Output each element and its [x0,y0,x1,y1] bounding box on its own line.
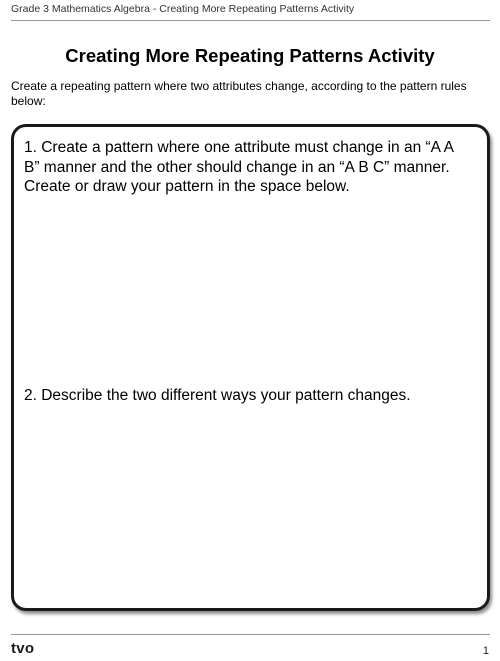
header-divider [11,20,490,21]
running-header: Grade 3 Mathematics Algebra - Creating More Repeating Patterns Activity [11,3,355,15]
page-number: 1 [482,645,489,657]
tvo-logo: tvo [11,640,35,657]
footer-divider [11,634,490,635]
question-2: 2. Describe the two different ways your pattern changes. [24,387,411,404]
intro-text: Create a repeating pattern where two attributes change, according to the pattern rules below: [11,79,467,108]
task-box [11,124,490,611]
page-title: Creating More Repeating Patterns Activity [65,45,435,66]
question-1: 1. Create a pattern where one attribute must change in an “A A B” manner and the other should change in an “A B C” manner. Create or draw your pattern in the space below. [24,139,454,195]
